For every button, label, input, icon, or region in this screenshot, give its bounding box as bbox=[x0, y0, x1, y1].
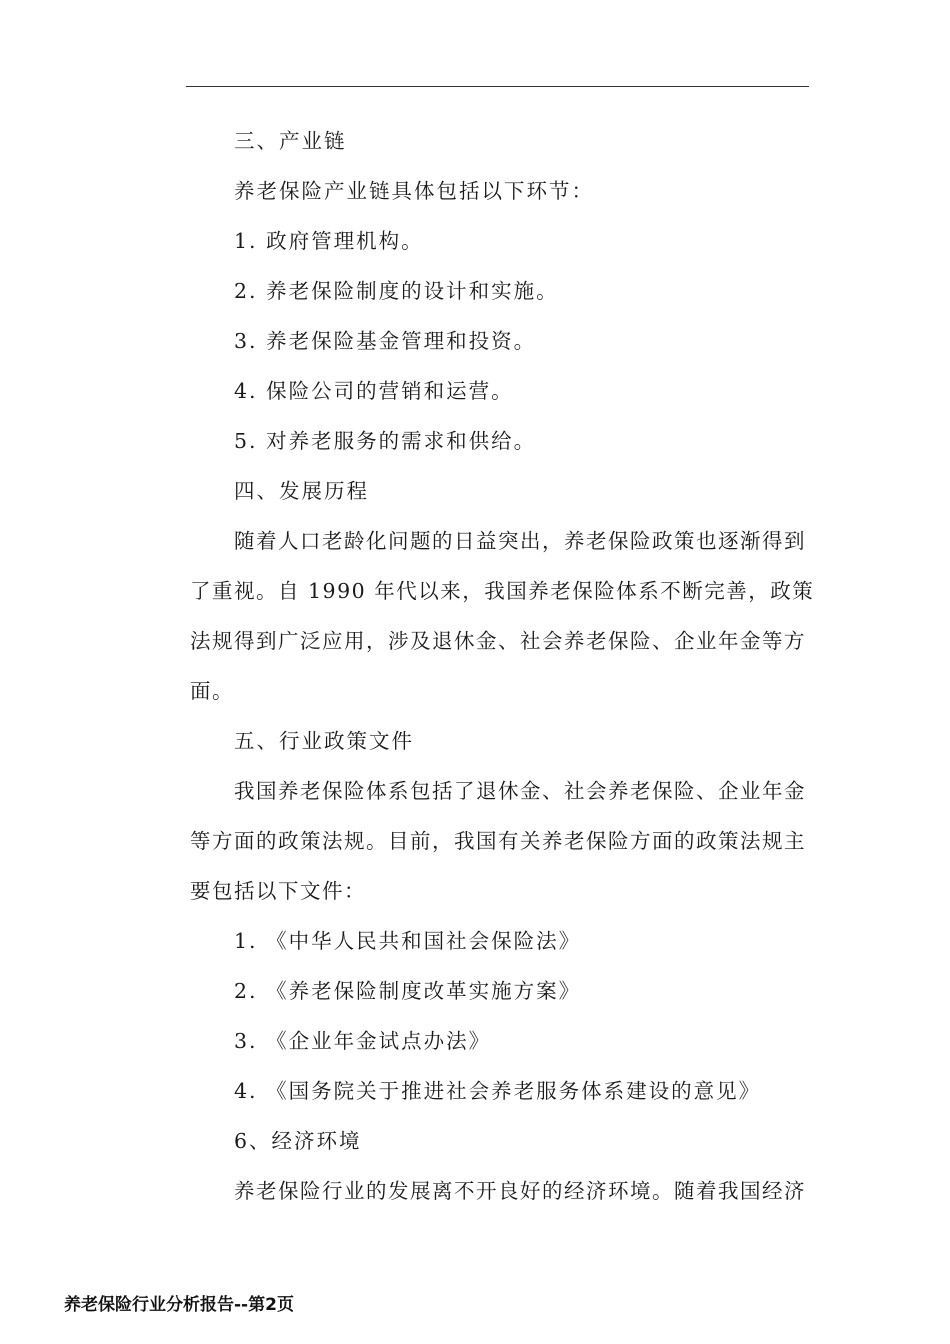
economic-paragraph bbox=[190, 1166, 806, 1216]
section-heading-economic-environment: 6、经济环境 bbox=[234, 1129, 362, 1153]
list-item: 3. 《企业年金试点办法》 bbox=[234, 1029, 492, 1053]
list-item: 1. 政府管理机构。 bbox=[234, 229, 424, 253]
list-item: 2. 《养老保险制度改革实施方案》 bbox=[234, 979, 582, 1003]
header-rule bbox=[186, 86, 809, 87]
paragraph-line: 我国养老保险体系包括了退休金、社会养老保险、企业年金 bbox=[234, 779, 806, 803]
history-paragraph bbox=[190, 516, 815, 716]
paragraph-line: 等方面的政策法规。目前，我国有关养老保险方面的政策法规主 bbox=[190, 829, 806, 853]
section-heading-history: 四、发展历程 bbox=[234, 479, 369, 503]
list-item: 3. 养老保险基金管理和投资。 bbox=[234, 329, 537, 353]
section-heading-policy-documents: 五、行业政策文件 bbox=[234, 729, 414, 753]
list-item: 5. 对养老服务的需求和供给。 bbox=[234, 429, 537, 453]
paragraph-line: 养老保险行业的发展离不开良好的经济环境。随着我国经济 bbox=[234, 1179, 806, 1203]
page-footer: 养老保险行业分析报告--第2页 bbox=[64, 1295, 294, 1315]
list-item: 4. 《国务院关于推进社会养老服务体系建设的意见》 bbox=[234, 1079, 762, 1103]
list-item: 1. 《中华人民共和国社会保险法》 bbox=[234, 929, 582, 953]
paragraph-line: 法规得到广泛应用，涉及退休金、社会养老保险、企业年金等方 bbox=[190, 629, 806, 653]
list-item: 4. 保险公司的营销和运营。 bbox=[234, 379, 514, 403]
paragraph-line: 随着人口老龄化问题的日益突出，养老保险政策也逐渐得到 bbox=[234, 529, 806, 553]
paragraph-line: 了重视。自 1990 年代以来，我国养老保险体系不断完善，政策 bbox=[190, 579, 815, 603]
industry-chain-intro: 养老保险产业链具体包括以下环节： bbox=[234, 179, 594, 203]
section-heading-industry-chain: 三、产业链 bbox=[234, 129, 347, 153]
policy-paragraph bbox=[190, 766, 806, 916]
document-body bbox=[190, 116, 815, 1216]
list-item: 2. 养老保险制度的设计和实施。 bbox=[234, 279, 559, 303]
paragraph-line: 要包括以下文件： bbox=[190, 879, 366, 903]
paragraph-line: 面。 bbox=[190, 679, 234, 703]
